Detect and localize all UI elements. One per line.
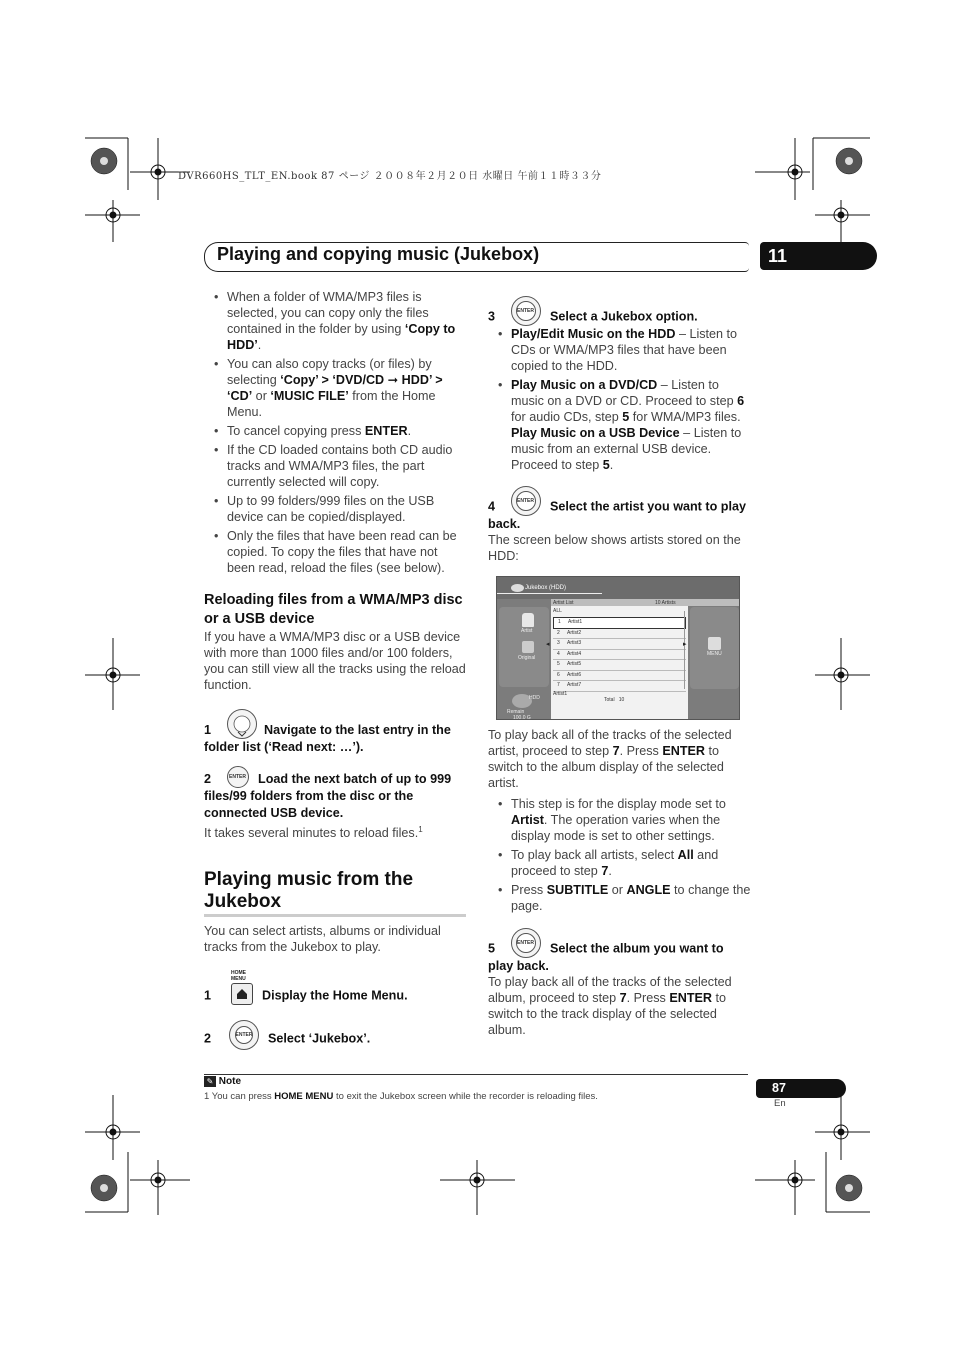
- disc-icon: [511, 584, 524, 592]
- right-bullets: [488, 796, 753, 917]
- artist-count: 10 Artists: [655, 600, 676, 606]
- step-4-body: The screen below shows artists stored on the HDD:: [488, 533, 741, 563]
- home-menu-label: HOME MENU: [231, 970, 246, 982]
- play-step-1: 1 Display the Home Menu.: [204, 987, 408, 1005]
- hdd-label: HDD: [529, 695, 540, 701]
- list-item: • Play/Edit Music on the HDD – Listen to CDs or WMA/MP3 files that have been copied to the HDD.: [488, 326, 753, 374]
- list-item: • Play Music on a DVD/CD – Listen to music on a DVD or CD. Proceed to step 6 for audio CDs, step 5 for WMA/MP3 files.: [488, 377, 753, 425]
- reload-heading: Reloading files from a WMA/MP3 disc or a USB device: [204, 592, 463, 627]
- side-artist-label: Artist: [521, 628, 533, 634]
- list-item: • Only the files that have been read can be copied. To copy the files that have not been read, reload the files (see below).: [204, 528, 469, 576]
- reload-body: If you have a WMA/MP3 disc or a USB device with more than 1000 files and/or 100 folders, you can still view all the tracks using the reload function.: [204, 630, 466, 692]
- artist-row-number: 1: [558, 619, 561, 625]
- reload-note: It takes several minutes to reload files.$^1$: [204, 825, 423, 841]
- list-item: • This step is for the display mode set to Artist. The operation varies when the display mode is set to other settings.: [488, 796, 753, 844]
- all-item[interactable]: ALL: [553, 608, 562, 614]
- step-5-body: To play back all of the tracks of the selected album, proceed to step 7. Press ENTER to switch to the track display of the selected album.: [488, 975, 732, 1037]
- artist-row-name: Artist2: [567, 629, 582, 636]
- side-original-label: Original: [518, 655, 536, 661]
- page-language: En: [774, 1098, 786, 1109]
- dpad-enter-icon: ENTER: [229, 1020, 259, 1050]
- pencil-icon: ✎: [204, 1076, 216, 1087]
- step-4: 4 ENTER Select the artist you want to play back.: [488, 498, 750, 533]
- footer-artist: Artist1: [553, 691, 568, 697]
- artist-row-name: Artist4: [567, 650, 582, 657]
- artist-row[interactable]: [553, 639, 686, 650]
- artist-row-number: 5: [557, 661, 560, 667]
- page-number: 87: [756, 1079, 846, 1098]
- menu-icon: [708, 637, 721, 650]
- scrollbar[interactable]: [684, 611, 685, 689]
- home-button-icon: [231, 983, 253, 1005]
- enter-button-icon: ENTER: [511, 486, 541, 516]
- artist-row[interactable]: [553, 681, 686, 692]
- play-body: You can select artists, albums or individual tracks from the Jukebox to play.: [204, 924, 441, 954]
- artist-row[interactable]: [553, 629, 686, 640]
- left-bullets: [204, 289, 469, 579]
- list-item: • If the CD loaded contains both CD audio tracks and WMA/MP3 files, the part currently selected will copy.: [204, 442, 469, 490]
- enter-button-icon: ENTER: [511, 296, 541, 326]
- dpad-down-icon: [227, 709, 257, 739]
- section-divider: [204, 914, 466, 917]
- artist-row[interactable]: [553, 650, 686, 661]
- step-5: 5 ENTER Select the album you want to play back.: [488, 940, 750, 975]
- enter-button-icon: ENTER: [227, 766, 249, 788]
- artist-row[interactable]: [553, 671, 686, 682]
- original-icon: [522, 641, 534, 653]
- artist-rows: [551, 617, 686, 692]
- artist-row-name: Artist1: [568, 619, 583, 625]
- screen-title: Jukebox (HDD): [525, 585, 567, 591]
- artist-row[interactable]: [553, 617, 686, 629]
- artist-row-name: Artist5: [567, 661, 582, 667]
- list-item: • When a folder of WMA/MP3 files is selected, you can copy only the files contained in the folder by using ‘Copy to HDD’.: [204, 289, 469, 353]
- jukebox-screenshot: [496, 576, 740, 720]
- step-3: 3 ENTER Select a Jukebox option.: [488, 308, 750, 326]
- chapter-tab: 11: [760, 242, 877, 270]
- page-title: Playing and copying music (Jukebox): [217, 244, 540, 264]
- jukebox-options: [488, 326, 753, 473]
- print-info: DVR660HS_TLT_EN.book 87 ページ ２００８年２月２０日 水曜日 午前１１時３３分: [178, 171, 602, 182]
- artist-row-number: 7: [557, 682, 560, 688]
- list-item: • To cancel copying press ENTER.: [204, 423, 469, 439]
- note-heading: ✎ Note: [204, 1076, 241, 1087]
- reload-step-1: 1 Navigate to the last entry in the folder list (‘Read next: …’).: [204, 722, 469, 756]
- menu-button-label[interactable]: MENU: [707, 651, 722, 657]
- list-item: • Press SUBTITLE or ANGLE to change the page.: [488, 882, 753, 914]
- artist-row-name: Artist3: [567, 640, 582, 646]
- artist-row[interactable]: [553, 660, 686, 671]
- remain-label: Remain: [507, 709, 525, 715]
- list-item: • To play back all artists, select All and proceed to step 7.: [488, 847, 753, 879]
- note-text: 1 You can press HOME MENU to exit the Jukebox screen while the recorder is reloading files.: [204, 1091, 598, 1102]
- artist-row-name: Artist6: [567, 671, 582, 678]
- total-count: Total 10: [604, 697, 625, 703]
- after-screen-text: To play back all of the tracks of the selected artist, proceed to step 7. Press ENTER to switch to the album display of the selected artist.: [488, 728, 732, 790]
- list-label: Artist List: [553, 600, 574, 606]
- enter-button-icon: ENTER: [511, 928, 541, 958]
- artist-row-name: Artist7: [567, 682, 582, 688]
- artist-row-number: 6: [557, 671, 560, 678]
- section-heading: Playing music from the Jukebox: [204, 869, 414, 912]
- artist-row-number: 3: [557, 640, 560, 646]
- play-step-2: 2 ENTER Select ‘Jukebox’.: [204, 1028, 370, 1050]
- artist-row-number: 2: [557, 629, 560, 636]
- arrow-left-icon: ◂: [546, 641, 550, 648]
- reload-step-2: 2 ENTER Load the next batch of up to 999 files/99 folders from the disc or the connected USB device.: [204, 771, 469, 822]
- list-item: • Up to 99 folders/999 files on the USB device can be copied/displayed.: [204, 493, 469, 525]
- remain-value: 100.0 G: [513, 715, 531, 720]
- artist-row-number: 4: [557, 650, 560, 657]
- note-divider: [204, 1074, 748, 1075]
- person-icon: [522, 613, 534, 627]
- arrow-right-icon: ▸: [683, 641, 687, 648]
- option-usb: Play Music on a USB Device – Listen to music from an external USB device. Proceed to step 5.: [511, 426, 742, 472]
- list-item: • You can also copy tracks (or files) by selecting ‘Copy’ > ‘DVD/CD ➞ HDD’ > ‘CD’ or ‘MUSIC FILE’ from the Home Menu.: [204, 356, 469, 420]
